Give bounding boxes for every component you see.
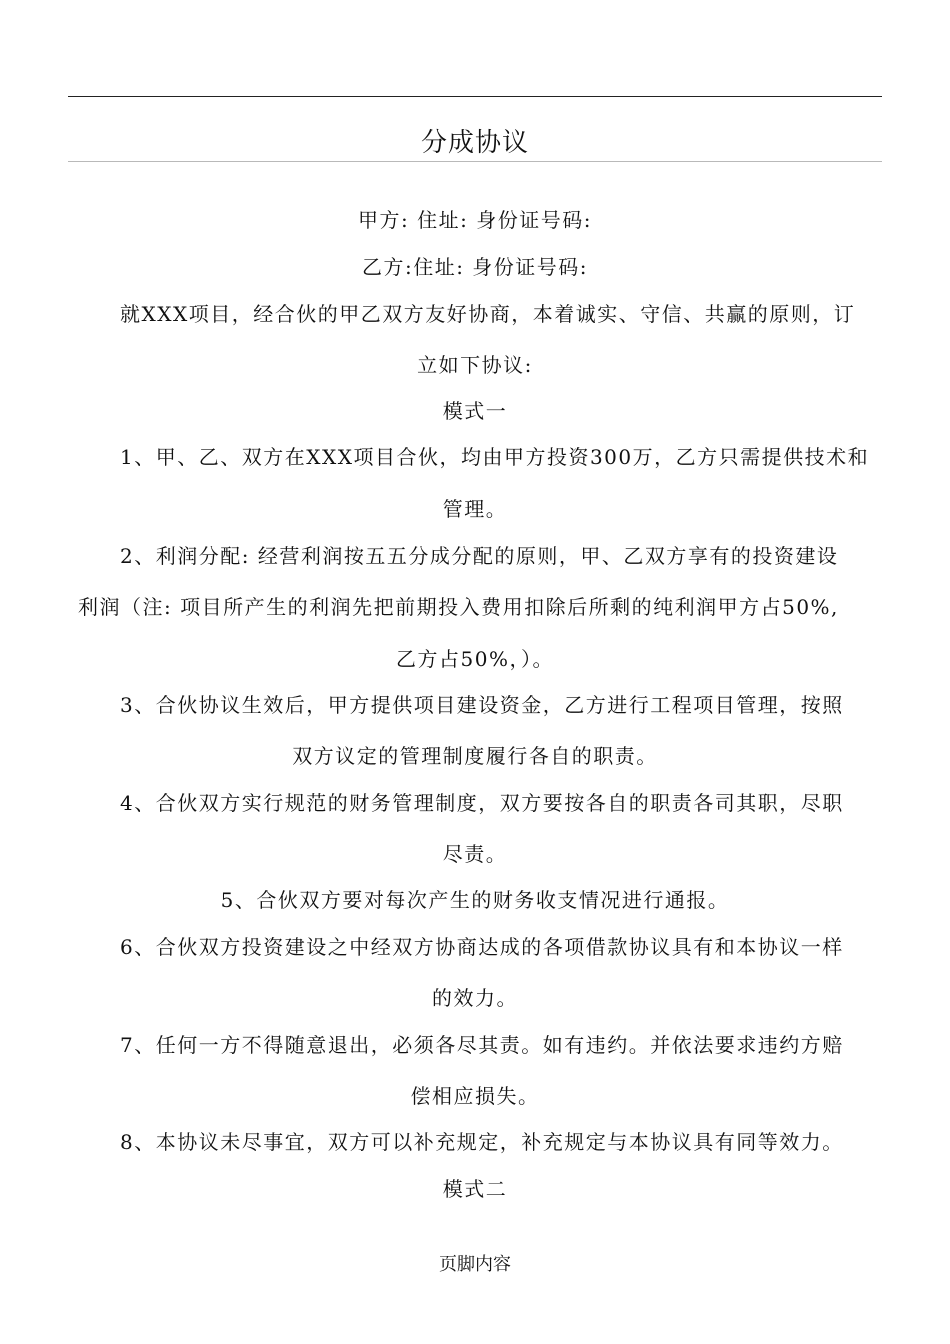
- clause-8-line-1: 8、本协议未尽事宜，双方可以补充规定，补充规定与本协议具有同等效力。: [120, 1130, 844, 1154]
- clause-6-line-1: 6、合伙双方投资建设之中经双方协商达成的各项借款协议具有和本协议一样: [120, 935, 844, 959]
- clause-3-line-1: 3、合伙协议生效后，甲方提供项目建设资金，乙方进行工程项目管理，按照: [120, 693, 844, 717]
- clause-7-line-1: 7、任何一方不得随意退出，必须各尽其责。如有违约。并依法要求违约方赔: [120, 1033, 844, 1057]
- intro-line-1: 就XXX项目，经合伙的甲乙双方友好协商，本着诚实、守信、共赢的原则，订: [120, 302, 856, 326]
- clause-2-line-1: 2、利润分配: 经营利润按五五分成分配的原则，甲、乙双方享有的投资建设: [120, 544, 839, 568]
- clause-1-line-2: 管理。: [442, 497, 508, 521]
- page-footer: 页脚内容: [439, 1254, 511, 1275]
- clause-1-line-1: 1、甲、乙、双方在XXX项目合伙，均由甲方投资300万，乙方只需提供技术和: [120, 445, 870, 469]
- party-a-line: 甲方: 住址: 身份证号码:: [358, 208, 592, 232]
- clause-6-line-2: 的效力。: [432, 986, 518, 1010]
- intro-line-2: 立如下协议:: [417, 353, 533, 377]
- clause-2-line-2: 利润（注: 项目所产生的利润先把前期投入费用扣除后所剩的纯利润甲方占50%,: [78, 595, 839, 619]
- clause-4-line-2: 尽责。: [442, 842, 508, 866]
- clause-5-line-1: 5、合伙双方要对每次产生的财务收支情况进行通报。: [220, 888, 730, 912]
- party-b-line: 乙方:住址: 身份证号码:: [361, 255, 589, 279]
- clause-3-line-2: 双方议定的管理制度履行各自的职责。: [292, 744, 658, 768]
- document-title: 分成协议: [420, 128, 529, 158]
- title-underline: [68, 161, 882, 162]
- header-divider: [68, 96, 882, 97]
- mode-one-heading: 模式一: [442, 399, 508, 423]
- clause-2-line-3: 乙方占50%，）。: [396, 647, 554, 671]
- mode-two-heading: 模式二: [442, 1177, 508, 1201]
- clause-4-line-1: 4、合伙双方实行规范的财务管理制度，双方要按各自的职责各司其职，尽职: [120, 791, 844, 815]
- clause-7-line-2: 偿相应损失。: [410, 1084, 540, 1108]
